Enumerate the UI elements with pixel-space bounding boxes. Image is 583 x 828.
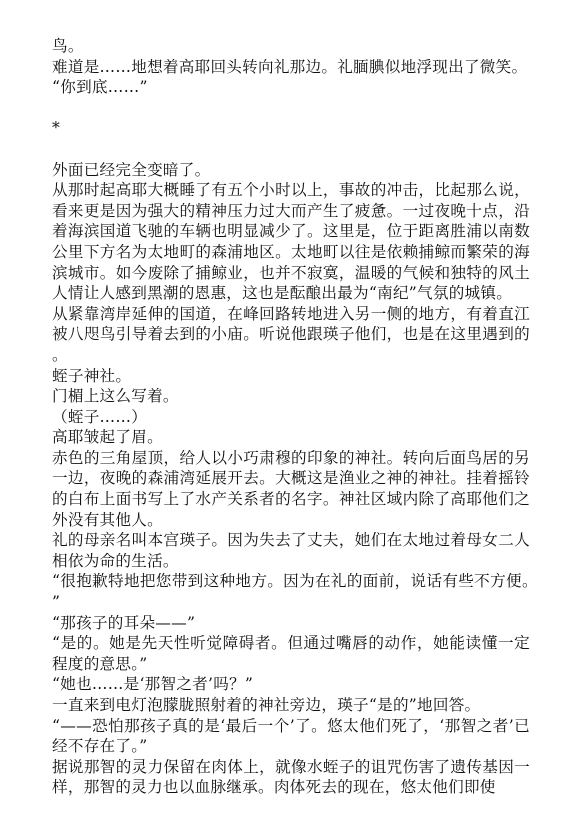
paragraph: “你到底……” xyxy=(52,78,148,97)
paragraph: 外面已经完全变暗了。 xyxy=(52,160,211,179)
paragraph: “——恐怕那孩子真的是‘最后一个’了。悠太他们死了，‘那智之者’已经不存在了。” xyxy=(52,716,530,756)
paragraph: “她也……是‘那智之者’吗？” xyxy=(52,675,254,694)
paragraph: 从那时起高耶大概睡了有五个小时以上，事故的冲击，比起那么说，看来更是因为强大的精神压力过大而产生了疲惫。一过夜晚十点，沿着海滨国道飞驰的车辆也明显减少了。这里是，位于距离胜浦以南数公里下方名为太地町的森浦地区。太地町以往是依赖捕鲸而繁荣的海滨城市。如今废除了捕鲸业，也并不寂寞，温暖的气候和独特的风土人情让人感到黑潮的恩惠，这也是酝酿出最为“南纪”气氛的城镇。 xyxy=(52,181,530,303)
paragraph: 赤色的三角屋顶，给人以小巧肃穆的印象的神社。转向后面鸟居的另一边，夜晚的森浦湾延展开去。大概这是渔业之神的神社。挂着摇铃的白布上面书写上了水产关系者的名字。神社区域内除了高耶他们之外没有其他人。 xyxy=(52,448,530,529)
blank-line xyxy=(52,98,530,119)
paragraph: “是的。她是先天性听觉障碍者。但通过嘴唇的动作，她能读懂一定程度的意思。” xyxy=(52,634,530,673)
paragraph: 据说那智的灵力保留在肉体上，就像水蛭子的诅咒伤害了遗传基因一样，那智的灵力也以血脉继承。肉体死去的现在，悠太他们即使 xyxy=(52,757,530,797)
paragraph: 高耶皱起了眉。 xyxy=(52,428,163,447)
paragraph: 难道是……地想着高耶回头转向礼那边。礼腼腆似地浮现出了微笑。 xyxy=(52,57,528,76)
blank-line xyxy=(52,139,530,160)
paragraph: 门楣上这么写着。 xyxy=(52,387,179,406)
paragraph: 鸟。 xyxy=(52,37,84,55)
document-page xyxy=(52,36,530,798)
paragraph: 从紧靠湾岸延伸的国道，在峰回路转地进入另一侧的地方，有着直江被八咫鸟引导着去到的小庙。听说他跟瑛子他们，也是在这里遇到的。 xyxy=(52,304,530,364)
paragraph: （蛭子……） xyxy=(52,407,148,426)
paragraph: 一直来到电灯泡朦胧照射着的神社旁边，瑛子“是的”地回答。 xyxy=(52,696,481,714)
top-text-block xyxy=(52,36,530,98)
paragraph: 礼的母亲名叫本宫瑛子。因为失去了丈夫，她们在太地过着母女二人相依为命的生活。 xyxy=(52,531,530,570)
paragraph: “很抱歉特地把您带到这种地方。因为在礼的面前，说话有些不方便。” xyxy=(52,572,530,612)
main-text-block xyxy=(52,160,530,798)
paragraph: 蛭子神社。 xyxy=(52,366,132,385)
paragraph: “那孩子的耳朵——” xyxy=(52,613,196,632)
section-separator: * xyxy=(52,119,61,138)
